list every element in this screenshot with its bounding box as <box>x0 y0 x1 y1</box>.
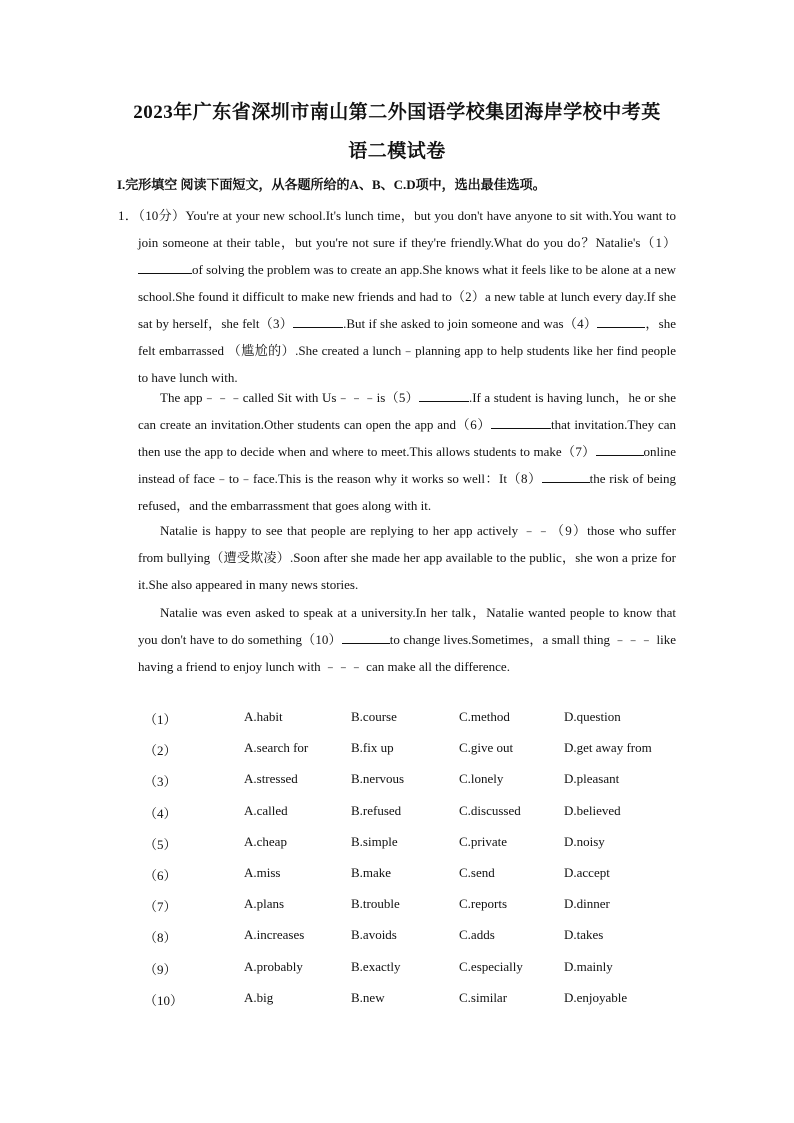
option-number: （2） <box>144 743 177 759</box>
options-row <box>140 709 700 740</box>
option-d[interactable]: D.dinner <box>564 896 610 912</box>
option-d[interactable]: D.mainly <box>564 958 613 974</box>
option-number: （3） <box>144 774 177 790</box>
answer-blank-7 <box>596 441 644 456</box>
paragraph-text: .If a student is having lunch，he or she can create an invitation.Other students can open the app and（6） <box>138 390 676 432</box>
option-c[interactable]: C.reports <box>459 896 508 912</box>
option-number: （4） <box>144 805 177 821</box>
option-a[interactable]: A.search for <box>244 740 309 756</box>
option-d[interactable]: D.pleasant <box>564 771 620 787</box>
answer-options-table <box>140 709 700 1021</box>
answer-blank-4 <box>597 313 645 328</box>
option-c[interactable]: C.private <box>459 833 508 849</box>
answer-blank-10 <box>342 629 390 644</box>
answer-blank-3 <box>293 313 343 328</box>
question-number: 1． <box>118 208 139 223</box>
options-row <box>140 771 700 802</box>
paragraph-text: that invitation.They can then use the app to decide when and where to meet.This allows students to make（7） <box>138 417 677 459</box>
option-b[interactable]: B.new <box>351 989 385 1005</box>
options-row <box>140 896 700 927</box>
paragraph-text: to change lives.Sometimes，a small thing ﹣﹣﹣ like having a friend to enjoy lunch with ﹣﹣﹣ can make all the difference. <box>138 632 676 674</box>
options-row <box>140 834 700 865</box>
option-b[interactable]: B.make <box>351 864 392 880</box>
options-row <box>140 927 700 958</box>
option-b[interactable]: B.course <box>351 709 397 724</box>
option-b[interactable]: B.nervous <box>351 771 405 787</box>
paragraph-text: Natalie was even asked to speak at a university.In her talk，Natalie wanted people to know that you don't have to do something（10） <box>138 605 676 647</box>
option-a[interactable]: A.increases <box>244 927 305 943</box>
option-c[interactable]: C.give out <box>459 740 514 756</box>
paragraph-text: online instead of face﹣to﹣face.This is the reason why it works so well：It（8） <box>138 444 676 486</box>
options-row <box>140 740 700 771</box>
option-number: （6） <box>144 867 177 883</box>
option-number: （5） <box>144 836 177 852</box>
option-number: （8） <box>144 930 177 946</box>
answer-blank-8 <box>542 468 590 483</box>
options-row <box>140 959 700 990</box>
paragraph-text: the risk of being refused，and the embarrassment that goes along with it. <box>138 471 677 513</box>
option-d[interactable]: D.get away from <box>564 740 652 756</box>
page-title-line-1: 2023年广东省深圳市南山第二外国语学校集团海岸学校中考英 <box>133 102 661 123</box>
option-c[interactable]: C.send <box>459 864 495 880</box>
option-b[interactable]: B.avoids <box>351 927 397 943</box>
option-a[interactable]: A.big <box>244 989 274 1005</box>
option-a[interactable]: A.miss <box>244 864 281 880</box>
option-a[interactable]: A.probably <box>244 958 303 974</box>
options-row <box>140 803 700 834</box>
option-number: （1） <box>144 712 177 727</box>
option-d[interactable]: D.enjoyable <box>564 989 628 1005</box>
option-b[interactable]: B.trouble <box>351 896 400 912</box>
option-number: （7） <box>144 899 177 915</box>
option-d[interactable]: D.believed <box>564 802 621 818</box>
options-row <box>140 990 700 1021</box>
paragraph-text: ，she felt embarrassed （尴尬的）.She created a lunch﹣planning app to help students like her find people to have lunch with. <box>138 316 676 385</box>
option-number: （10） <box>144 992 184 1008</box>
option-c[interactable]: C.similar <box>459 989 508 1005</box>
option-a[interactable]: A.stressed <box>244 771 298 787</box>
options-row <box>140 865 700 896</box>
option-d[interactable]: D.accept <box>564 864 610 880</box>
option-c[interactable]: C.method <box>459 709 510 724</box>
paragraph-text: You're at your new school.It's lunch time，but you don't have anyone to sit with.You want to join someone at their table，but you're not sure if they're friendly.What do you do？Natalie's（1） <box>138 208 676 250</box>
option-c[interactable]: C.adds <box>459 927 495 943</box>
answer-blank-6 <box>491 414 551 429</box>
option-a[interactable]: A.cheap <box>244 833 287 849</box>
option-a[interactable]: A.habit <box>244 709 283 724</box>
option-number: （9） <box>144 961 177 977</box>
section-heading: I.完形填空 阅读下面短文，从各题所给的A、B、C.D项中，选出最佳选项。 <box>117 177 546 192</box>
page-title-line-2: 语二模试卷 <box>348 141 446 162</box>
option-b[interactable]: B.refused <box>351 802 402 818</box>
question-points: （10分） <box>138 208 186 223</box>
option-b[interactable]: B.fix up <box>351 740 394 756</box>
passage-paragraph-3: Natalie is happy to see that people are replying to her app actively ﹣﹣（9）those who suffer from bullying（遭受欺凌）.Soon after she made her app available to the public，she won a prize for it.She also appeared in many news stories. <box>138 523 676 592</box>
paragraph-text: .But if she asked to join someone and was（4） <box>343 316 598 331</box>
passage-paragraph-4 <box>138 599 676 680</box>
passage-paragraph-2 <box>138 384 676 519</box>
option-d[interactable]: D.question <box>564 709 621 724</box>
option-c[interactable]: C.discussed <box>459 802 521 818</box>
option-d[interactable]: D.takes <box>564 927 604 943</box>
option-a[interactable]: A.plans <box>244 896 285 912</box>
option-b[interactable]: B.simple <box>351 833 398 849</box>
option-b[interactable]: B.exactly <box>351 958 401 974</box>
option-d[interactable]: D.noisy <box>564 833 605 849</box>
paragraph-text: The app﹣﹣﹣called Sit with Us﹣﹣﹣is（5） <box>160 390 419 405</box>
option-c[interactable]: C.lonely <box>459 771 504 787</box>
answer-blank-5 <box>419 387 469 402</box>
paragraph-text: of solving the problem was to create an app.She knows what it feels like to be alone at a new school.She found it difficult to make new friends and had to（2）a new table at lunch every day.If she sat by herself，she felt（3） <box>138 262 676 331</box>
option-c[interactable]: C.especially <box>459 958 523 974</box>
answer-blank-1 <box>138 259 192 274</box>
passage-paragraph-1 <box>118 202 676 391</box>
option-a[interactable]: A.called <box>244 802 288 818</box>
